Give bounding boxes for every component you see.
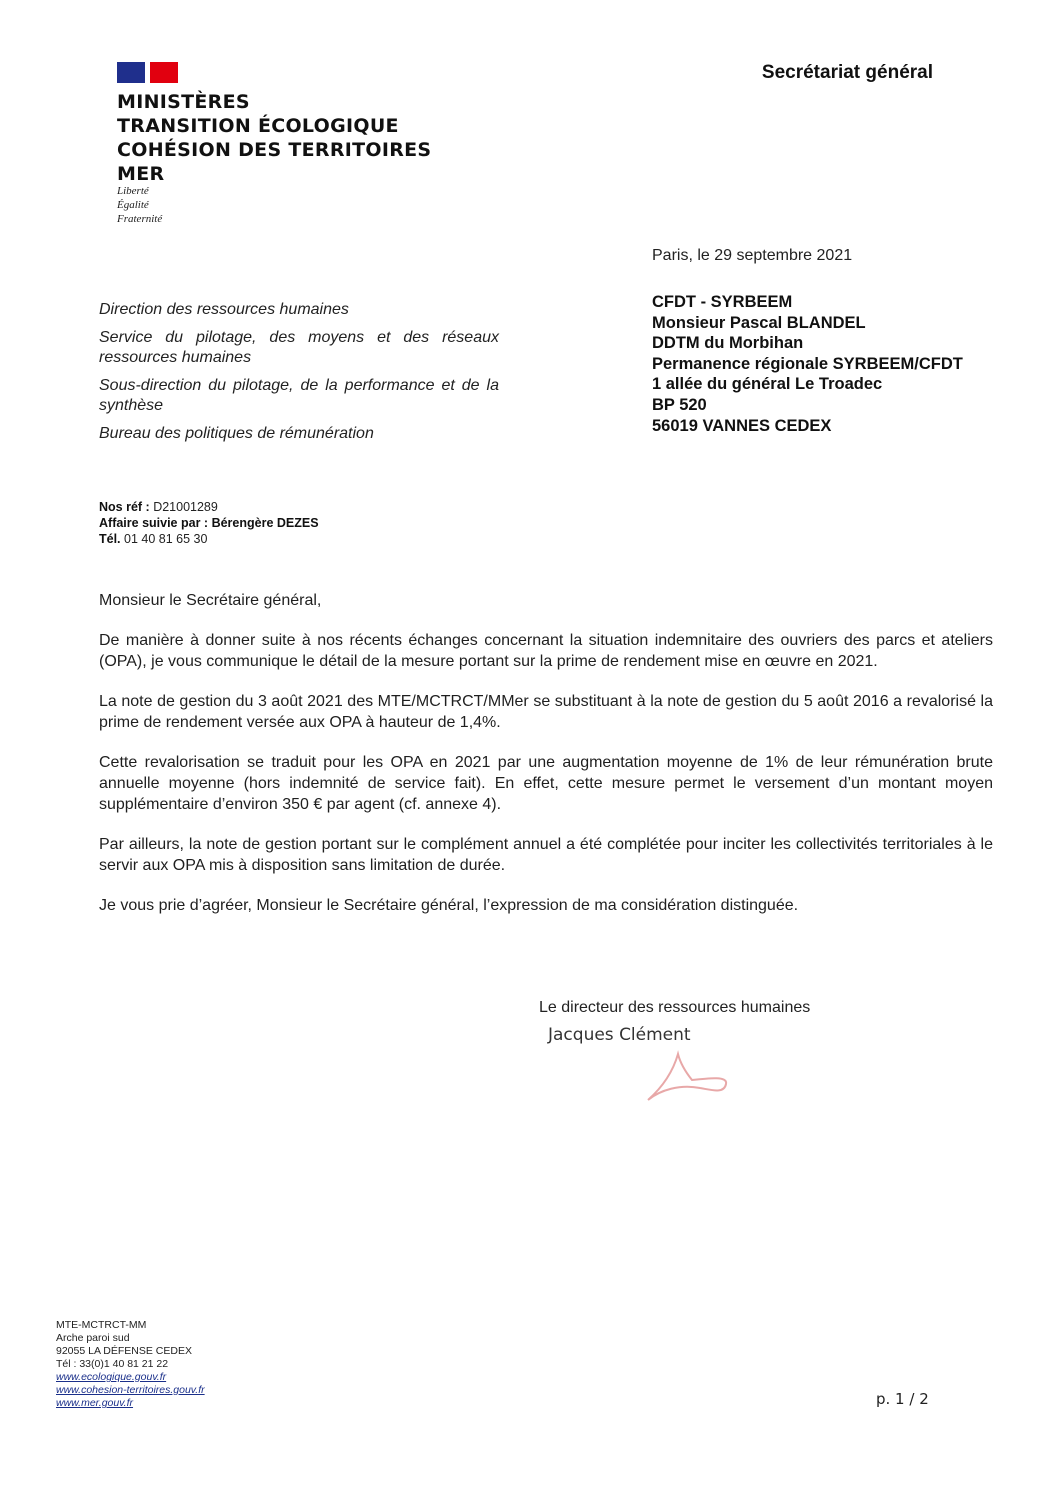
body-paragraph: Par ailleurs, la note de gestion portant sur le complément annuel a été complétée pour inciter les collectivités territoriales à le servir aux OPA mis à disposition sans limitation de durée.: [99, 836, 993, 874]
recipient-line: Permanence régionale SYRBEEM/CFDT: [652, 354, 963, 373]
recipient-line: CFDT - SYRBEEM: [652, 293, 793, 311]
footer-link[interactable]: www.mer.gouv.fr: [56, 1397, 134, 1409]
tel-value: 01 40 81 65 30: [124, 532, 208, 546]
page-number: p. 1 / 2: [876, 1390, 929, 1408]
footer-link[interactable]: www.ecologique.gouv.fr: [56, 1371, 167, 1383]
recipient-line: Monsieur Pascal BLANDEL: [652, 313, 866, 332]
salutation: Monsieur le Secrétaire général,: [99, 592, 322, 609]
ref-value: D21001289: [153, 500, 218, 514]
signature-name: Jacques Clément: [548, 1025, 691, 1045]
body-paragraph: De manière à donner suite à nos récents échanges concernant la situation indemnitaire des ouvriers des parcs et ateliers (OPA), je vous communique le détail de la mesure portant sur la prime de rendement mise en œuvre en 2021.: [99, 632, 993, 670]
ref-label: Nos réf :: [99, 500, 150, 514]
service-line: Sous-direction du pilotage, de la performance et de la synthèse: [99, 377, 499, 414]
flag-red-band: [150, 62, 178, 83]
reference-line: [99, 499, 319, 515]
tel-line: [99, 531, 319, 547]
motto-line: Liberté: [117, 185, 149, 197]
flag-blue-band: [117, 62, 145, 83]
signer-title: Le directeur des ressources humaines: [539, 999, 811, 1016]
recipient-line: BP 520: [652, 395, 707, 414]
service-line: Service du pilotage, des moyens et des réseaux ressources humaines: [99, 329, 499, 366]
republic-motto: [117, 184, 162, 226]
ministry-line: COHÉSION DES TERRITOIRES: [117, 139, 432, 161]
followed-line: [99, 515, 319, 531]
footer-line: 92055 LA DÉFENSE CEDEX: [56, 1345, 192, 1357]
sender-service-block: [99, 300, 499, 452]
republique-flag-logo: [117, 62, 178, 83]
service-line: Bureau des politiques de rémunération: [99, 425, 374, 442]
tel-label: Tél.: [99, 532, 121, 546]
followed-label: Affaire suivie par :: [99, 516, 209, 530]
reference-block: [99, 499, 319, 547]
ministry-line: TRANSITION ÉCOLOGIQUE: [117, 115, 399, 137]
secretariat-heading: Secrétariat général: [761, 62, 933, 83]
ministry-name: [117, 90, 431, 186]
ministry-line: MER: [117, 163, 165, 185]
footer-link[interactable]: www.cohesion-territoires.gouv.fr: [56, 1384, 205, 1396]
motto-line: Égalité: [117, 199, 149, 211]
digital-signature-mark: [640, 1050, 730, 1105]
body-paragraph: Cette revalorisation se traduit pour les OPA en 2021 par une augmentation moyenne de 1% de leur rémunération brute annuelle moyenne (hors indemnité de service fait). En effet, cette mesure permet le versement d’un montant moyen supplémentaire d’environ 350 € par agent (cf. annexe 4).: [99, 754, 993, 813]
letter-date: Paris, le 29 septembre 2021: [652, 247, 853, 264]
footer-line: MTE-MCTRCT-MM: [56, 1319, 147, 1331]
footer-line: Tél : 33(0)1 40 81 21 22: [56, 1358, 169, 1370]
followed-value: Bérengère DEZES: [211, 516, 319, 530]
recipient-address: [652, 292, 963, 436]
recipient-line: DDTM du Morbihan: [652, 334, 804, 353]
footer-line: Arche paroi sud: [56, 1332, 130, 1344]
service-line: Direction des ressources humaines: [99, 301, 349, 318]
ministry-line: MINISTÈRES: [117, 91, 250, 113]
body-paragraph: Je vous prie d’agréer, Monsieur le Secrétaire général, l’expression de ma considération distinguée.: [99, 897, 799, 914]
body-paragraph: La note de gestion du 3 août 2021 des MTE/MCTRCT/MMer se substituant à la note de gestion du 5 août 2016 a revalorisé la prime de rendement versée aux OPA à hauteur de 1,4%.: [99, 693, 993, 731]
recipient-line: 56019 VANNES CEDEX: [652, 416, 832, 435]
footer-address: [56, 1319, 205, 1410]
letter-body: [99, 590, 993, 935]
recipient-line: 1 allée du général Le Troadec: [652, 375, 883, 394]
motto-line: Fraternité: [117, 213, 163, 225]
